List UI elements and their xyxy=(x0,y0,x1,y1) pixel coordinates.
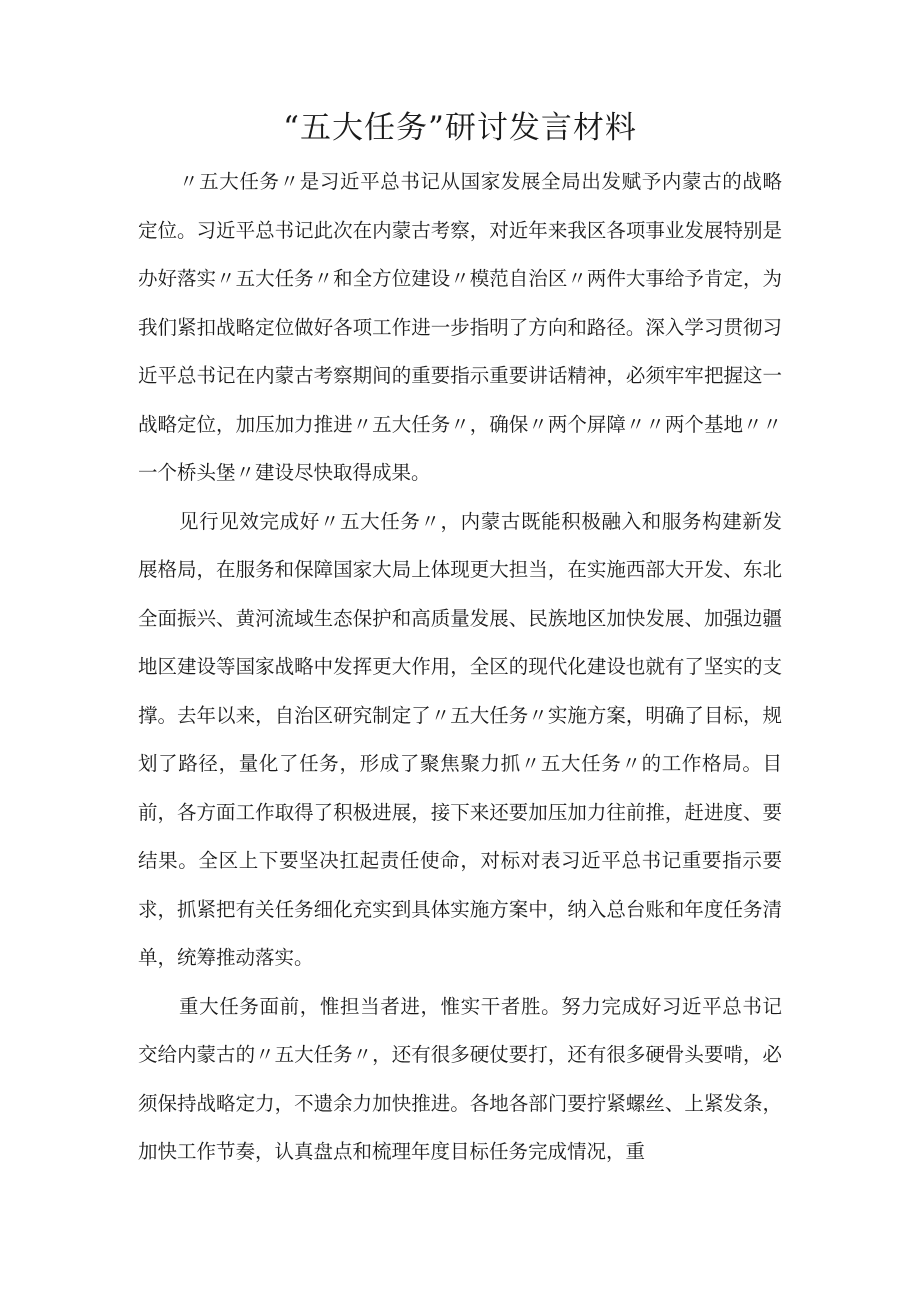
paragraph-3: 重大任务面前，惟担当者进，惟实干者胜。努力完成好习近平总书记交给内蒙古的〃五大任务〃，还有很多硬仗要打，还有很多硬骨头要啃，必须保持战略定力，不遗余力加快推进。各地各部门要拧紧螺丝、上紧发条，加快工作节奏，认真盘点和梳理年度目标任务完成情况，重 xyxy=(138,994,782,1163)
document-title: “五大任务”研讨发言材料 xyxy=(283,110,637,146)
document-body xyxy=(138,158,782,1177)
paragraph-1: 〃五大任务〃是习近平总书记从国家发展全局出发赋予内蒙古的战略定位。习近平总书记此次在内蒙古考察，对近年来我区各项事业发展特别是办好落实〃五大任务〃和全方位建设〃模范自治区〃两件大事给予肯定，为我们紧扣战略定位做好各项工作进一步指明了方向和路径。深入学习贯彻习近平总书记在内蒙古考察期间的重要指示重要讲话精神，必须牢牢把握这一战略定位，加压加力推进〃五大任务〃，确保〃两个屏障〃〃两个基地〃〃一个桥头堡〃建设尽快取得成果。 xyxy=(138,170,782,484)
paragraph-2: 见行见效完成好〃五大任务〃，内蒙古既能积极融入和服务构建新发展格局，在服务和保障国家大局上体现更大担当，在实施西部大开发、东北全面振兴、黄河流域生态保护和高质量发展、民族地区加快发展、加强边疆地区建设等国家战略中发挥更大作用，全区的现代化建设也就有了坚实的支撑。去年以来，自治区研究制定了〃五大任务〃实施方案，明确了目标，规划了路径，量化了任务，形成了聚焦聚力抓〃五大任务〃的工作格局。目前，各方面工作取得了积极进展，接下来还要加压加力往前推，赶进度、要结果。全区上下要坚决扛起责任使命，对标对表习近平总书记重要指示要求，抓紧把有关任务细化充实到具体实施方案中，纳入总台账和年度任务清单，统筹推动落实。 xyxy=(138,509,782,969)
